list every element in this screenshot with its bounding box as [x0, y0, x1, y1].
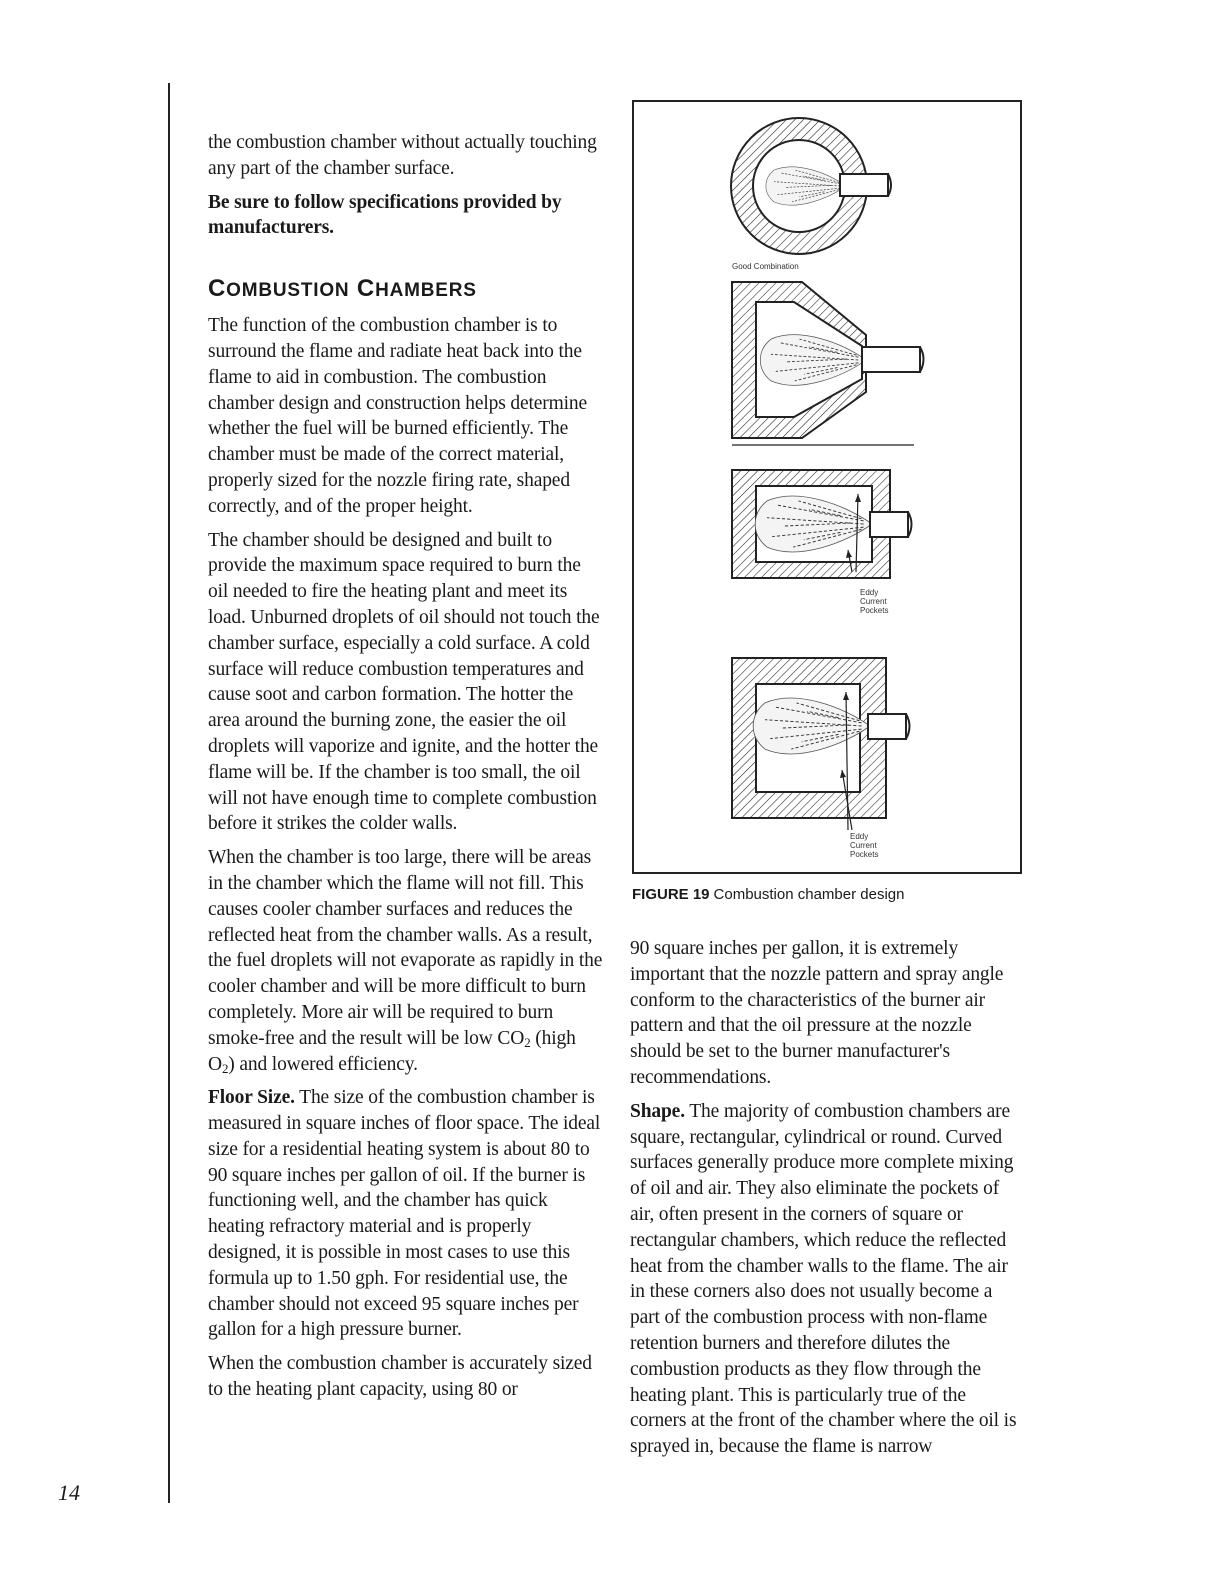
- intro-continued: the combustion chamber without actually touching any part of the chamber surface.: [208, 132, 597, 179]
- page-number: 14: [58, 1480, 80, 1505]
- paragraph-accurately-sized: When the combustion chamber is accurately sized to the heating plant capacity, using 80 or: [208, 1353, 592, 1401]
- text-run: ) and lowered efficiency.: [228, 1053, 418, 1075]
- label-line: Eddy: [850, 832, 869, 841]
- tapered-chamber-diagram: [732, 282, 924, 445]
- paragraph-shape: [630, 1099, 1025, 1460]
- shape-text: The majority of combustion chambers are square, rectangular, cylindrical or round. Curved surfaces generally produce more complete mixing of oil and air. They also eliminate the pockets of air, often present in the corners of square or rectangular chambers, which reduce the reflected heat from the chamber walls to the flame. The air in these corners also does not usually become a part of the combustion process with non-flame retention burners and therefore dilutes the combustion products as they flow through the heating plant. This is particularly true of the corners at the front of the chamber where the oil is sprayed in, because the flame is narrow: [630, 1100, 1017, 1458]
- square-chamber-diagram-1: [732, 470, 912, 578]
- square-chamber-diagram-2: [732, 658, 910, 830]
- right-column: [630, 936, 1025, 1468]
- text-run: (high O: [208, 1027, 576, 1075]
- margin-rule: [168, 83, 170, 1503]
- floor-size-text: The size of the combustion chamber is measured in square inches of floor space. The ideal size for a residential heating system is about 80 to 90 square inches per gallon of oil. If the burner is functioning well, and the chamber has quick heating refractory material and is properly designed, it is possible in most cases to use this formula up to 1.50 gph. For residential use, the chamber should not exceed 95 square inches per gallon for a high pressure burner.: [208, 1087, 601, 1341]
- label-line: Current: [860, 597, 887, 606]
- subscript: 2: [221, 1060, 229, 1076]
- floor-size-label: Floor Size.: [208, 1087, 295, 1109]
- figure-caption-text: Combustion chamber design: [713, 886, 905, 903]
- label-line: Eddy: [860, 588, 879, 597]
- label-line: Current: [850, 841, 877, 850]
- section-heading: [208, 275, 603, 305]
- figure-19: [632, 100, 1022, 874]
- heading-initial-2: C: [356, 275, 376, 303]
- label-good-combination: Good Combination: [732, 262, 799, 271]
- left-column: [208, 130, 603, 1411]
- figure-caption: [632, 886, 904, 903]
- combustion-chamber-illustration: [634, 102, 1024, 876]
- label-eddy-pockets-1: [860, 588, 888, 615]
- intro-bold-note: Be sure to follow specifications provided by manufacturers.: [208, 191, 562, 239]
- heading-initial-1: C: [208, 275, 227, 303]
- shape-label: Shape.: [630, 1100, 685, 1122]
- figure-number: FIGURE 19: [632, 886, 710, 903]
- paragraph-too-large: [208, 845, 603, 1077]
- heading-rest-2: HAMBERS: [375, 280, 477, 302]
- paragraph-floor-size: [208, 1085, 603, 1343]
- paragraph-design: The chamber should be designed and built to provide the maximum space required to burn the oil needed to fire the heating plant and meet its load. Unburned droplets of oil should not touch the chamber surface, especially a cold surface. A cold surface will reduce combustion temperatures and cause soot and carbon formation. The hotter the area around the burning zone, the easier the oil droplets will vaporize and ignite, and the hotter the flame will be. If the chamber is too small, the oil will not have enough time to complete combustion before it strikes the colder walls.: [208, 529, 600, 835]
- paragraph-nozzle-pattern: 90 square inches per gallon, it is extremely important that the nozzle pattern and spray angle conform to the characteristics of the burner air pattern and that the oil pressure at the nozzle should be set to the burner manufacturer's recommendations.: [630, 938, 1004, 1088]
- label-line: Pockets: [860, 606, 889, 615]
- paragraph-function: The function of the combustion chamber is to surround the flame and radiate heat back into the flame to aid in combustion. The combustion chamber design and construction helps determine whether the fuel will be burned efficiently. The chamber must be made of the correct material, properly sized for the nozzle firing rate, shaped correctly, and of the proper height.: [208, 315, 588, 517]
- label-line: Pockets: [850, 850, 879, 859]
- label-eddy-pockets-2: [850, 832, 878, 859]
- subscript: 2: [524, 1034, 531, 1050]
- text-run: When the chamber is too large, there will be areas in the chamber which the flame will not fill. This causes cooler chamber surfaces and reduces the reflected heat from the chamber walls. As a result, the fuel droplets will not evaporate as rapidly in the cooler chamber and will be more difficult to burn completely. More air will be required to burn smoke-free and the result will be low CO: [208, 847, 603, 1049]
- heading-rest-1: OMBUSTION: [226, 280, 350, 302]
- round-chamber-diagram: [731, 118, 891, 254]
